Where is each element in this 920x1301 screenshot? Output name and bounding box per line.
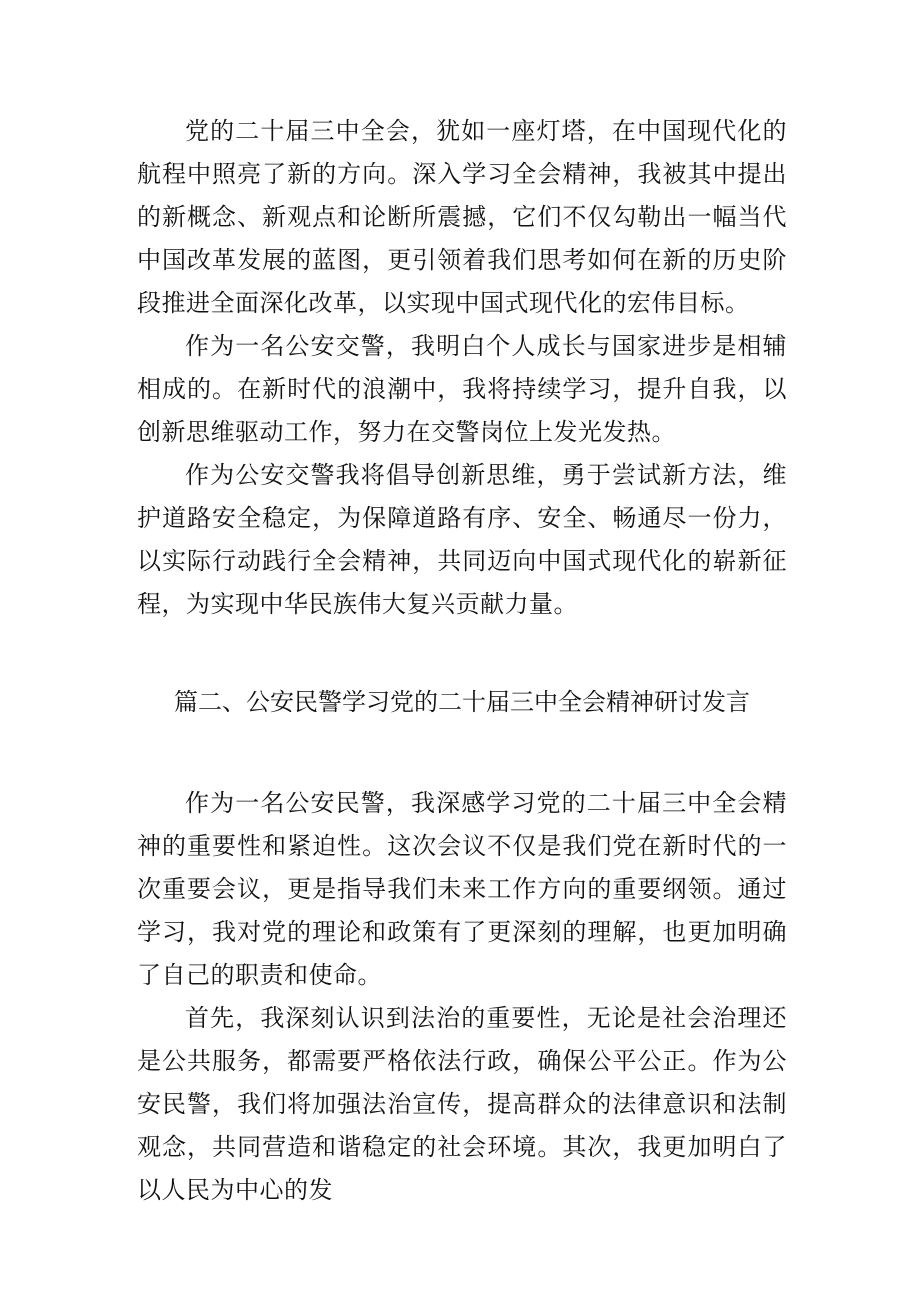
paragraph: 作为一名公安交警，我明白个人成长与国家进步是相辅相成的。在新时代的浪潮中，我将持续学习，提升自我，以创新思维驱动工作，努力在交警岗位上发光发热。 (137, 332, 787, 446)
section-2-heading: 篇二、公安民警学习党的二十届三中全会精神研讨发言 (174, 688, 750, 716)
paragraph: 党的二十届三中全会，犹如一座灯塔，在中国现代化的航程中照亮了新的方向。深入学习全会精神，我被其中提出的新概念、新观点和论断所震撼，它们不仅勾勒出一幅当代中国改革发展的蓝图，更引领着我们思考如何在新的历史阶段推进全面深化改革，以实现中国式现代化的宏伟目标。 (137, 117, 787, 317)
section-1-body (137, 110, 787, 626)
paragraph: 首先，我深刻认识到法治的重要性，无论是社会治理还是公共服务，都需要严格依法行政，确保公平公正。作为公安民警，我们将加强法治宣传，提高群众的法律意识和法制观念，共同营造和谐稳定的社会环境。其次，我更加明白了以人民为中心的发 (137, 1004, 787, 1204)
section-2-body (137, 782, 787, 1212)
paragraph: 作为一名公安民警，我深感学习党的二十届三中全会精神的重要性和紧迫性。这次会议不仅是我们党在新时代的一次重要会议，更是指导我们未来工作方向的重要纲领。通过学习，我对党的理论和政策有了更深刻的理解，也更加明确了自己的职责和使命。 (137, 789, 787, 989)
paragraph: 作为公安交警我将倡导创新思维，勇于尝试新方法，维护道路安全稳定，为保障道路有序、安全、畅通尽一份力，以实际行动践行全会精神，共同迈向中国式现代化的崭新征程，为实现中华民族伟大复兴贡献力量。 (137, 461, 787, 618)
